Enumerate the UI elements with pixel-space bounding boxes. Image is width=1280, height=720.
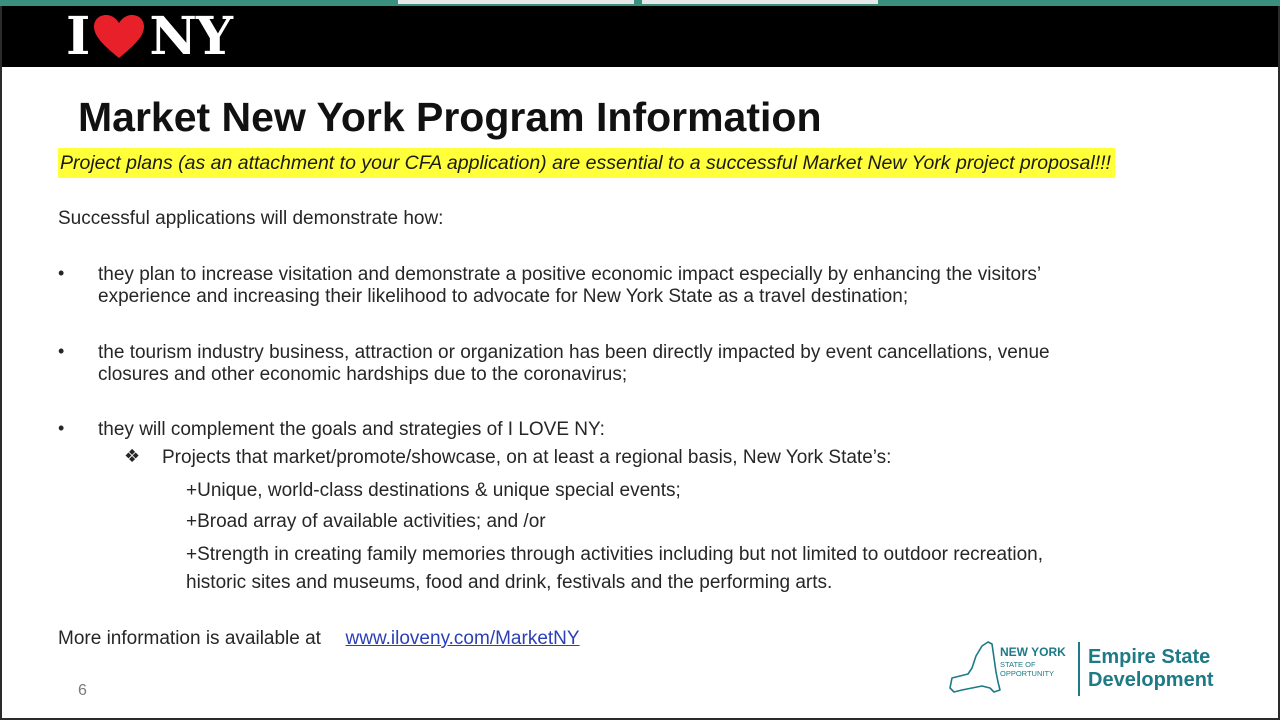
presentation-slide bbox=[2, 6, 1278, 718]
logo-divider bbox=[1078, 642, 1080, 696]
sub-item-1: +Unique, world-class destinations & unique special events; bbox=[186, 480, 681, 501]
bullet-marker: • bbox=[58, 263, 65, 283]
new-york-state-outline-icon bbox=[946, 638, 1004, 698]
slide-header-bar bbox=[2, 6, 1278, 67]
bullet-3-line-1: they will complement the goals and strategies of I LOVE NY: bbox=[98, 419, 605, 440]
more-info-text: More information is available at bbox=[58, 628, 321, 649]
i-love-ny-logo bbox=[66, 6, 232, 67]
bullet-1-line-2: experience and increasing their likelihood to advocate for New York State as a travel destination; bbox=[98, 286, 909, 307]
page-number: 6 bbox=[78, 682, 87, 699]
more-info bbox=[58, 628, 580, 650]
market-ny-link[interactable]: www.iloveny.com/MarketNY bbox=[345, 628, 580, 649]
state-of-opportunity-text: STATE OF OPPORTUNITY bbox=[1000, 660, 1055, 678]
sub-item-2: +Broad array of available activities; and /or bbox=[186, 511, 546, 532]
highlighted-note: Project plans (as an attachment to your CFA application) are essential to a successful Market New York project proposal!!! bbox=[58, 148, 1115, 178]
toolbar-segment bbox=[398, 0, 634, 4]
empire-state-development-logo bbox=[942, 636, 1222, 700]
bullet-marker: • bbox=[58, 341, 65, 361]
bullet-marker: • bbox=[58, 418, 65, 438]
diamond-bullet-icon: ❖ bbox=[124, 446, 141, 466]
intro-text: Successful applications will demonstrate how: bbox=[58, 208, 444, 229]
logo-letters-ny: NY bbox=[149, 6, 232, 67]
logo-letter-i: I bbox=[66, 6, 90, 67]
sub-bullet-text: Projects that market/promote/showcase, on at least a regional basis, New York State’s: bbox=[162, 447, 892, 468]
new-york-text: NEW YORK bbox=[1000, 645, 1066, 659]
sub-item-3-line-2: historic sites and museums, food and drink, festivals and the performing arts. bbox=[186, 572, 833, 593]
toolbar-segment bbox=[642, 0, 878, 4]
bullet-2-line-1: the tourism industry business, attraction or organization has been directly impacted by event cancellations, venue bbox=[98, 342, 1050, 363]
heart-icon bbox=[93, 14, 145, 60]
bullet-1-line-1: they plan to increase visitation and demonstrate a positive economic impact especially by enhancing the visitors’ bbox=[98, 264, 1042, 285]
empire-state-development-text: Empire State Development bbox=[1088, 646, 1214, 691]
bullet-2-line-2: closures and other economic hardships due to the coronavirus; bbox=[98, 364, 628, 385]
slide-title: Market New York Program Information bbox=[78, 94, 822, 140]
sub-item-3-line-1: +Strength in creating family memories through activities including but not limited to outdoor recreation, bbox=[186, 544, 1044, 565]
